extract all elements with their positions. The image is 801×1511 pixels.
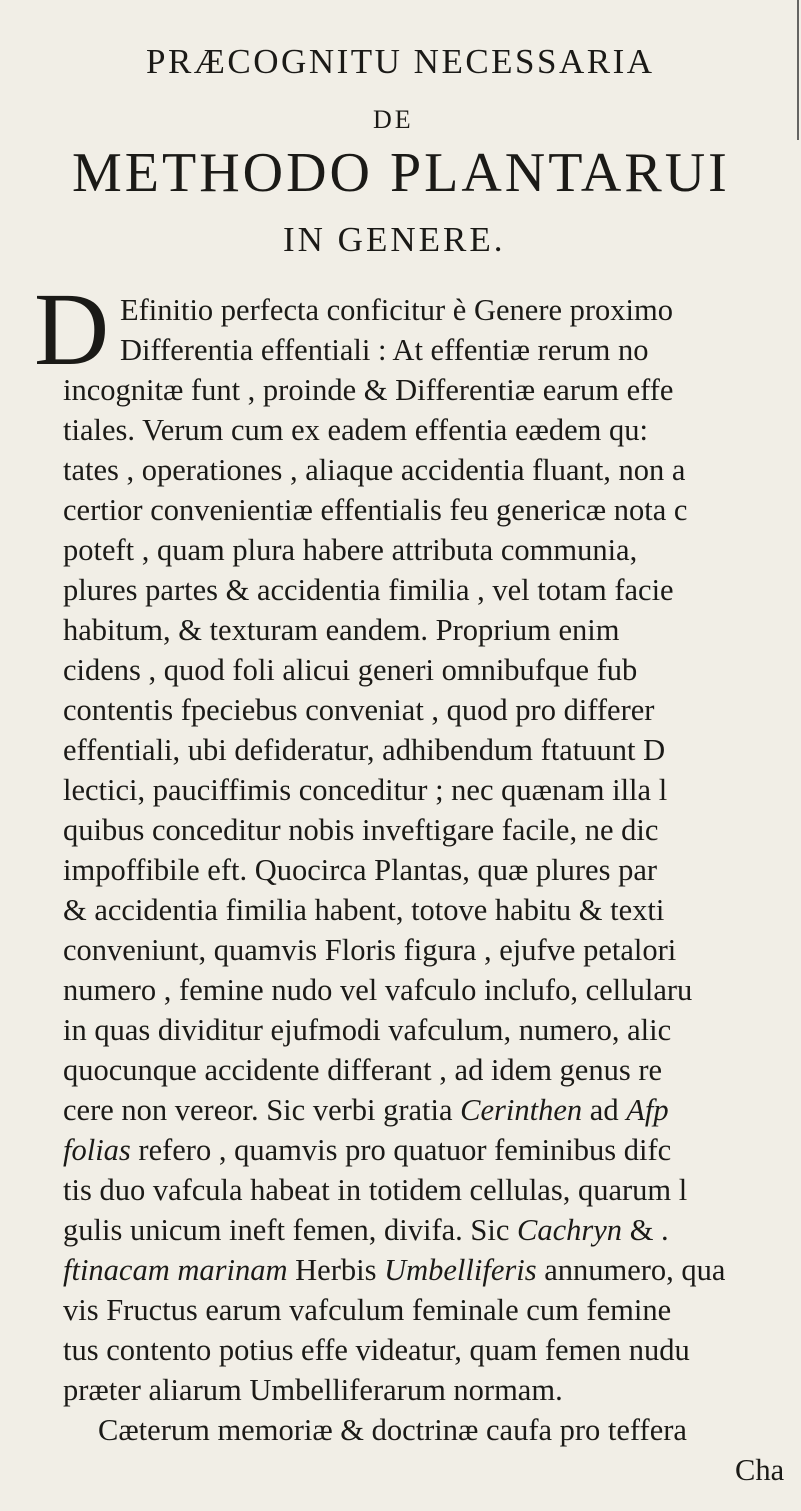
text-line: præter aliarum Umbelliferarum normam. bbox=[63, 1373, 563, 1407]
catchword: Cha bbox=[735, 1453, 785, 1487]
text-line: cere non vereor. Sic verbi gratia Cerinthen ad Afp bbox=[63, 1093, 669, 1127]
text-line: numero , femine nudo vel vafculo inclufo, cellularu bbox=[63, 973, 693, 1007]
text-line: poteft , quam plura habere attributa communia, bbox=[63, 533, 638, 567]
text-line: Efinitio perfecta conficitur è Genere proximo bbox=[120, 293, 673, 327]
text-line: vis Fructus earum vafculum feminale cum femine bbox=[63, 1293, 672, 1327]
text-line: tus contento potius effe videatur, quam femen nudu bbox=[63, 1333, 690, 1367]
text-line: plures partes & accidentia fimilia , vel totam facie bbox=[63, 573, 674, 607]
text-line: quibus conceditur nobis inveftigare facile, ne dic bbox=[63, 813, 659, 847]
text-line: incognitæ funt , proinde & Differentiæ earum effe bbox=[63, 373, 674, 407]
text-line: in quas dividitur ejufmodi vafculum, numero, alic bbox=[63, 1013, 672, 1047]
text-line: tates , operationes , aliaque accidentia fluant, non a bbox=[63, 453, 686, 487]
text-line: & accidentia fimilia habent, totove habitu & texti bbox=[63, 893, 665, 927]
text-line: cidens , quod foli alicui generi omnibufque fub bbox=[63, 653, 638, 687]
text-line: lectici, pauciffimis conceditur ; nec quænam illa l bbox=[63, 773, 668, 807]
text-line: quocunque accidente differant , ad idem genus re bbox=[63, 1053, 663, 1087]
subtitle: IN GENERE. bbox=[283, 220, 506, 259]
text-line: tiales. Verum cum ex eadem effentia eædem qu: bbox=[63, 413, 648, 447]
text-line: conveniunt, quamvis Floris figura , ejufve petalori bbox=[63, 933, 677, 967]
text-line: Cæterum memoriæ & doctrinæ caufa pro teffera bbox=[98, 1413, 687, 1447]
text-line: gulis unicum ineft femen, divifa. Sic Cachryn & . bbox=[63, 1213, 669, 1247]
text-line: ftinacam marinam Herbis Umbelliferis annumero, qua bbox=[63, 1253, 726, 1287]
text-line: folias refero , quamvis pro quatuor feminibus difc bbox=[63, 1133, 672, 1167]
running-title: PRÆCOGNITU NECESSARIA bbox=[146, 42, 655, 81]
text-line: habitum, & texturam eandem. Proprium enim bbox=[63, 613, 620, 647]
page-edge-shadow bbox=[797, 0, 799, 140]
title-de: DE bbox=[373, 105, 414, 134]
taxon-name: Cerinthen bbox=[460, 1093, 583, 1127]
taxon-name: Cachryn bbox=[517, 1213, 623, 1247]
taxon-name: Umbelliferis bbox=[384, 1253, 537, 1287]
text-line: impoffibile eft. Quocirca Plantas, quæ plures par bbox=[63, 853, 658, 887]
main-title: METHODO PLANTARUI bbox=[72, 142, 730, 204]
taxon-name: Afp bbox=[626, 1093, 669, 1127]
text-line: contentis fpeciebus conveniat , quod pro differer bbox=[63, 693, 655, 727]
text-line: effentiali, ubi defideratur, adhibendum ftatuunt D bbox=[63, 733, 666, 767]
drop-cap: D bbox=[34, 272, 110, 387]
text-line: tis duo vafcula habeat in totidem cellulas, quarum l bbox=[63, 1173, 688, 1207]
text-line: certior convenientiæ effentialis feu genericæ nota c bbox=[63, 493, 688, 527]
taxon-name: ftinacam marinam bbox=[63, 1253, 288, 1287]
taxon-name: folias bbox=[63, 1133, 131, 1167]
text-line: Differentia effentiali : At effentiæ rerum no bbox=[120, 333, 649, 367]
